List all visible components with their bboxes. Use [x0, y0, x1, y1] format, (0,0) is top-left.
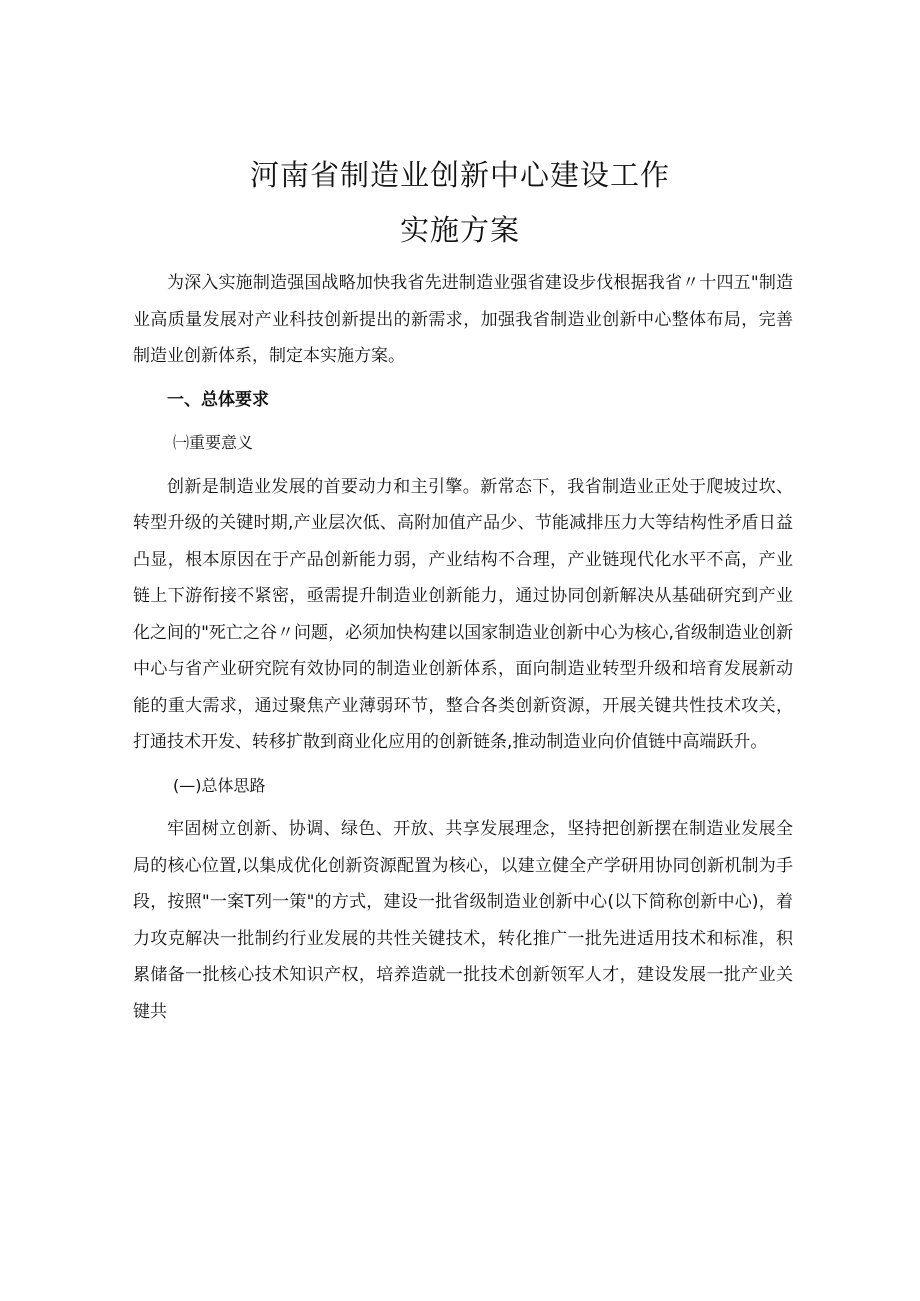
document-body — [133, 265, 793, 1030]
significance-paragraph: 创新是制造业发展的首要动力和主引擎。新常态下，我省制造业正处于爬坡过坎、转型升级的关键时期,产业层次低、高附加值产品少、节能减排压力大等结构性矛盾日益凸显，根本原因在于产品创新能力弱，产业结构不合理，产业链现代化水平不高，产业链上下游衔接不紧密，亟需提升制造业创新能力，通过协同创新解决从基础研究到产业化之间的"死亡之谷〃问题，必须加快构建以国家制造业创新中心为核心,省级制造业创新中心与省产业研究院有效协同的制造业创新体系，面向制造业转型升级和培育发展新动能的重大需求，通过聚焦产业薄弱环节，整合各类创新资源，开展关键共性技术攻关，打通技术开发、转移扩散到商业化应用的创新链条,推动制造业向价值链中高端跃升。 — [133, 476, 793, 752]
document-title-line2: 实施方案 — [399, 213, 520, 247]
section-heading-overall-requirements: 一、总体要求 — [167, 389, 269, 410]
subsection-heading-overall-approach: (—)总体思路 — [173, 775, 266, 795]
document-title-line1: 河南省制造业创新中心建设工作 — [249, 158, 670, 192]
overall-approach-paragraph: 牢固树立创新、协调、绿色、开放、共享发展理念，坚持把创新摆在制造业发展全局的核心位置,以集成优化创新资源配置为核心，以建立健全产学研用协同创新机制为手段，按照"一案T列一策"的方式，建设一批省级制造业创新中心(以下简称创新中心)，着力攻克解决一批制约行业发展的共性关键技术，转化推广一批先进适用技术和标准，积累储备一批核心技术知识产权，培养造就一批技术创新领军人才，建设发展一批产业关键共 — [133, 819, 793, 1022]
intro-paragraph: 为深入实施制造强国战略加快我省先进制造业强省建设步伐根据我省〃十四五"制造业高质量发展对产业科技创新提出的新需求，加强我省制造业创新中心整体布局，完善制造业创新体系，制定本实施方案。 — [133, 273, 793, 366]
subsection-heading-significance: ㈠重要意义 — [173, 433, 254, 452]
